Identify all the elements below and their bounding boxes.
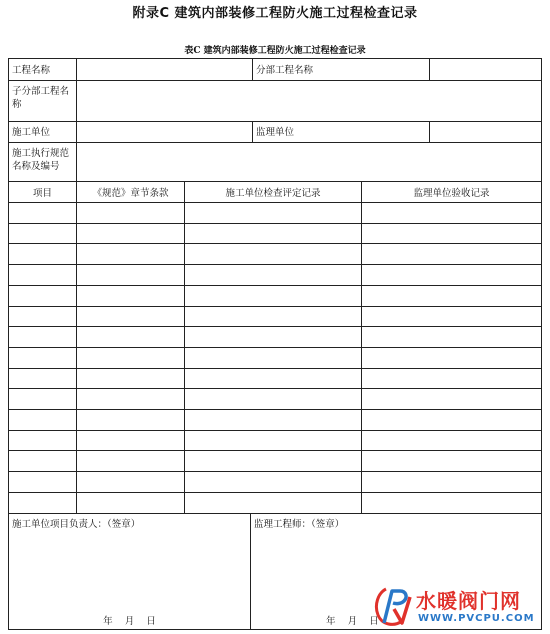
table-cell[interactable] [77, 205, 184, 209]
table-cell[interactable] [362, 350, 541, 354]
row-divider [9, 243, 541, 244]
supervisor-label: 监理单位 [256, 127, 295, 138]
table-cell[interactable] [362, 474, 541, 478]
project-name-label: 工程名称 [12, 65, 51, 76]
table-cell[interactable] [9, 371, 76, 375]
sub-sub-project-label: 子分部工程名称 [12, 86, 70, 110]
contractor-signature-date: 年 月 日 [103, 616, 156, 627]
row-divider [9, 471, 541, 472]
supervisor-signature-label: 监理工程师：（签章） [254, 519, 345, 530]
row-divider [9, 181, 541, 182]
table-cell[interactable] [362, 267, 541, 271]
row-divider [9, 450, 541, 451]
contractor-field[interactable] [77, 124, 252, 128]
pv-logo-icon [372, 583, 412, 629]
table-cell[interactable] [9, 412, 76, 416]
sub-project-field[interactable] [430, 62, 541, 66]
supervisor-field[interactable] [430, 124, 541, 128]
table-cell[interactable] [185, 433, 361, 437]
table-cell[interactable] [362, 391, 541, 395]
table-cell[interactable] [185, 474, 361, 478]
standard-field[interactable] [77, 145, 541, 149]
table-cell[interactable] [9, 288, 76, 292]
table-cell[interactable] [185, 453, 361, 457]
table-cell[interactable] [77, 267, 184, 271]
sub-sub-project-field[interactable] [77, 83, 541, 87]
table-cell[interactable] [77, 495, 184, 499]
row-divider [9, 202, 541, 203]
table-cell[interactable] [185, 495, 361, 499]
table-cell[interactable] [77, 453, 184, 457]
table-cell[interactable] [185, 350, 361, 354]
table-cell[interactable] [77, 371, 184, 375]
page-title: 附录C 建筑内部装修工程防火施工过程检查记录 [132, 6, 418, 21]
table-cell[interactable] [362, 309, 541, 313]
table-cell[interactable] [185, 246, 361, 250]
table-cell[interactable] [362, 371, 541, 375]
table-cell[interactable] [9, 267, 76, 271]
table-cell[interactable] [185, 309, 361, 313]
column-header-clause: 《规范》章节条款 [92, 188, 169, 199]
table-cell[interactable] [9, 246, 76, 250]
row-divider [9, 285, 541, 286]
table-cell[interactable] [77, 309, 184, 313]
table-cell[interactable] [77, 412, 184, 416]
table-cell[interactable] [9, 309, 76, 313]
row-divider [9, 223, 541, 224]
table-cell[interactable] [185, 288, 361, 292]
row-divider [9, 264, 541, 265]
table-title: 表C 建筑内部装修工程防火施工过程检查记录 [184, 46, 366, 56]
watermark [372, 583, 548, 631]
table-cell[interactable] [77, 246, 184, 250]
row-divider [9, 347, 541, 348]
sub-project-label: 分部工程名称 [256, 65, 314, 76]
row-divider [9, 492, 541, 493]
table-cell[interactable] [9, 226, 76, 230]
table-cell[interactable] [362, 288, 541, 292]
table-cell[interactable] [77, 433, 184, 437]
row-divider [9, 513, 541, 514]
table-cell[interactable] [77, 350, 184, 354]
table-cell[interactable] [362, 495, 541, 499]
row-divider [9, 142, 541, 143]
table-cell[interactable] [185, 267, 361, 271]
row-divider [9, 409, 541, 410]
table-cell[interactable] [77, 226, 184, 230]
table-cell[interactable] [185, 226, 361, 230]
table-cell[interactable] [362, 205, 541, 209]
table-cell[interactable] [77, 288, 184, 292]
table-cell[interactable] [77, 391, 184, 395]
contractor-label: 施工单位 [12, 127, 51, 138]
table-cell[interactable] [9, 391, 76, 395]
supervisor-signature-date: 年 月 日 [326, 616, 379, 627]
row-divider [9, 388, 541, 389]
table-cell[interactable] [77, 474, 184, 478]
project-name-field[interactable] [77, 62, 252, 66]
row-divider [9, 306, 541, 307]
row-divider [9, 430, 541, 431]
row-divider [9, 368, 541, 369]
table-cell[interactable] [185, 412, 361, 416]
table-cell[interactable] [9, 350, 76, 354]
contractor-signature-label: 施工单位项目负责人：（签章） [12, 519, 141, 530]
watermark-url: WWW.PVCPU.COM [418, 613, 535, 624]
watermark-name: 水暖阀门网 [416, 589, 521, 613]
table-cell[interactable] [9, 433, 76, 437]
table-cell[interactable] [185, 205, 361, 209]
table-cell[interactable] [9, 205, 76, 209]
column-header-supervisor-record: 监理单位验收记录 [413, 188, 490, 199]
row-divider [9, 326, 541, 327]
table-cell[interactable] [77, 329, 184, 333]
table-cell[interactable] [362, 329, 541, 333]
column-header-item: 项目 [32, 188, 52, 199]
table-cell[interactable] [9, 495, 76, 499]
table-cell[interactable] [185, 329, 361, 333]
table-cell[interactable] [362, 226, 541, 230]
row-divider [9, 121, 541, 122]
table-cell[interactable] [362, 246, 541, 250]
standard-label: 施工执行规范名称及编号 [12, 148, 70, 172]
inspection-record-form [8, 58, 542, 630]
row-divider [9, 80, 541, 81]
table-cell[interactable] [185, 391, 361, 395]
table-cell[interactable] [185, 371, 361, 375]
column-header-contractor-record: 施工单位检查评定记录 [225, 188, 321, 199]
table-cell[interactable] [9, 453, 76, 457]
table-cell[interactable] [362, 453, 541, 457]
table-cell[interactable] [9, 474, 76, 478]
table-cell[interactable] [362, 412, 541, 416]
table-cell[interactable] [9, 329, 76, 333]
table-cell[interactable] [362, 433, 541, 437]
